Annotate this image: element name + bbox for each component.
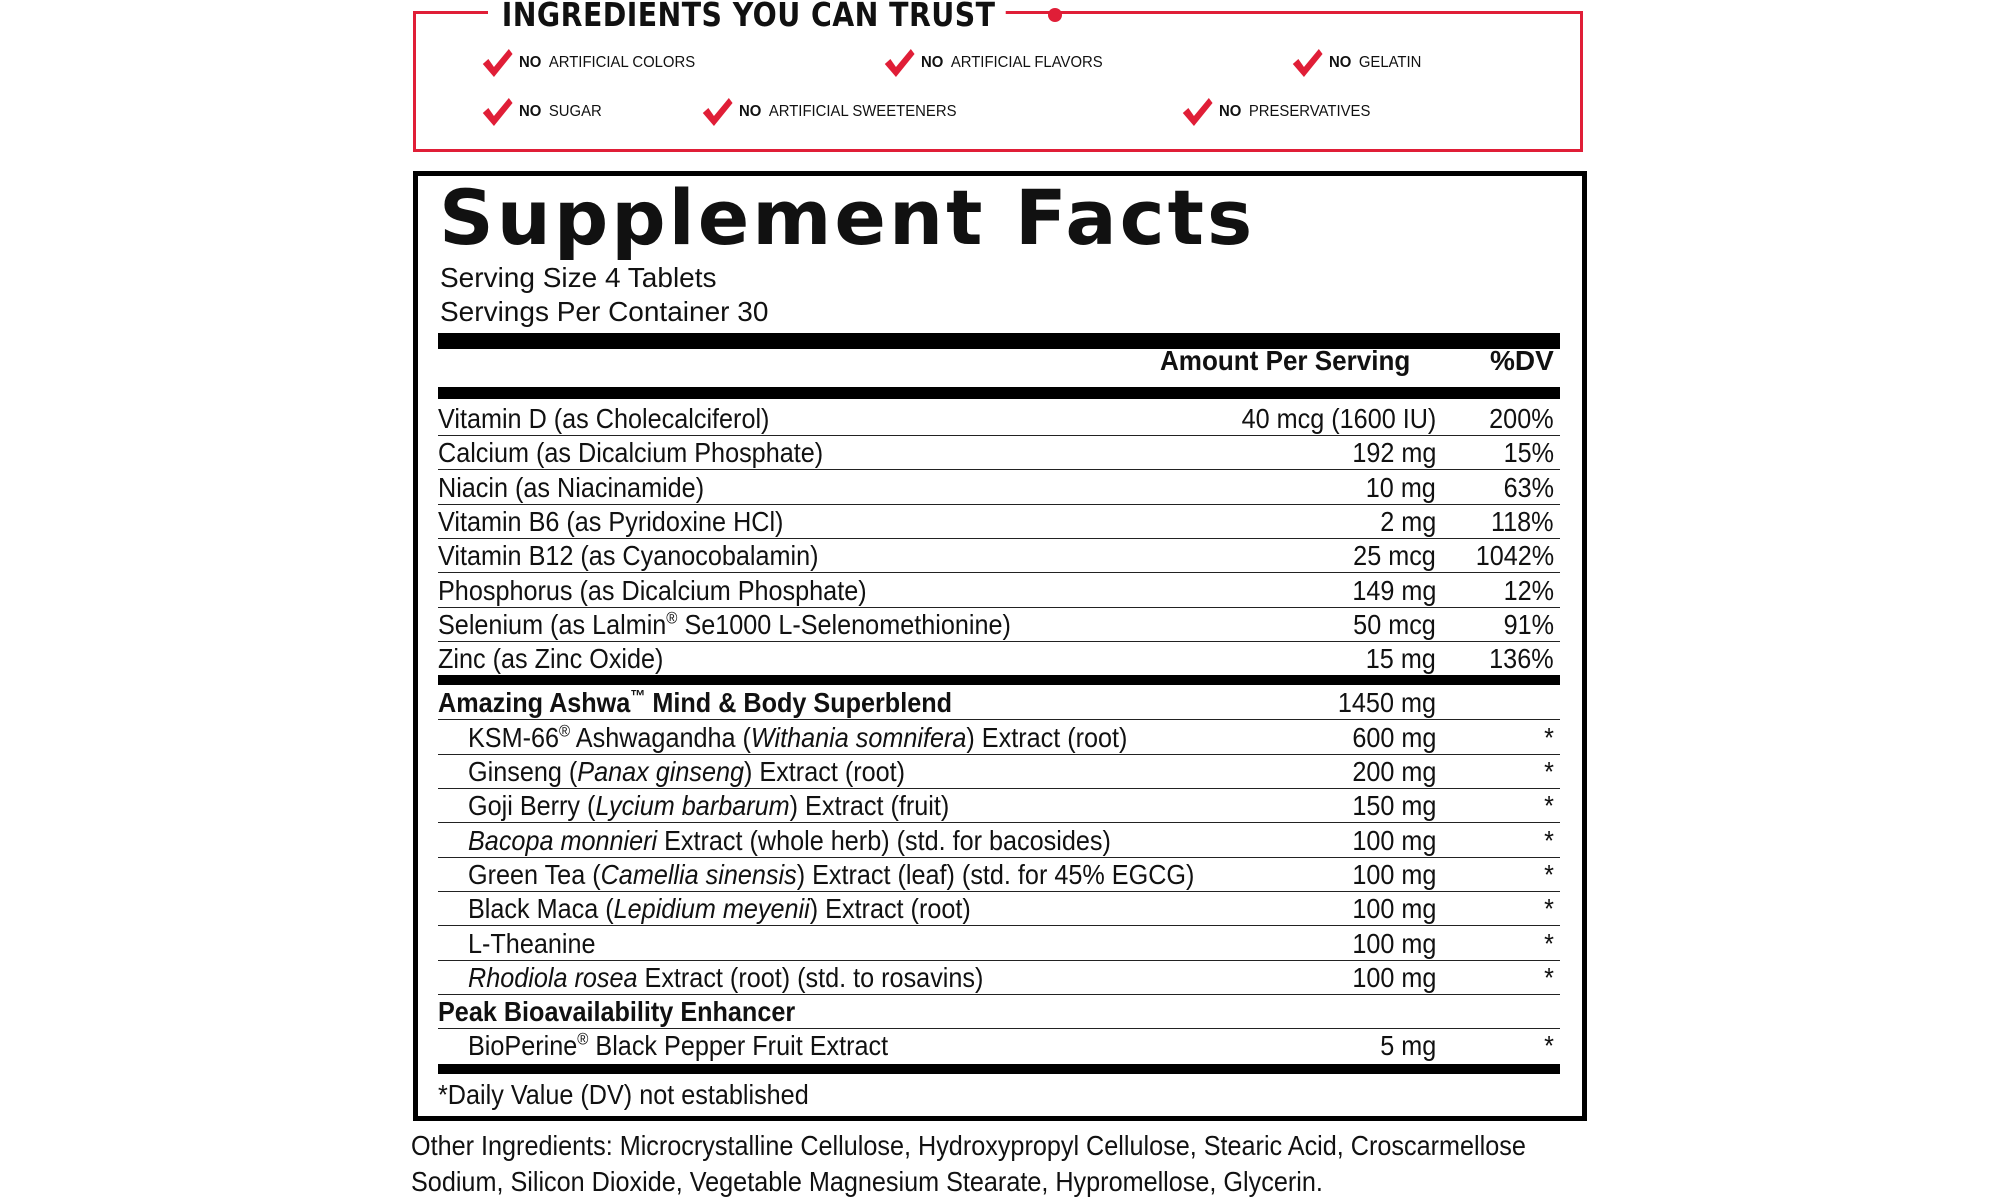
ingredient-dv: 118% [1491, 505, 1554, 537]
claim-no: NO [739, 103, 762, 120]
ingredient-dv: * [1544, 858, 1554, 890]
vitamin-row [438, 574, 1560, 608]
claim-no: NO [1219, 103, 1242, 120]
latin-name: Lepidium meyenii [613, 893, 810, 925]
ingredient-name: BioPerine® Black Pepper Fruit Extract [468, 1030, 889, 1062]
servings-per-container: Servings Per Container 30 [440, 296, 769, 327]
enhancer-item-row [438, 1029, 1560, 1063]
ingredient-amount: 15 mg [1365, 643, 1436, 675]
claim-text: SUGAR [548, 103, 602, 120]
ingredient-name: Green Tea (Camellia sinensis) Extract (leaf) (std. for 45% EGCG) [468, 858, 1195, 890]
vitamin-row [438, 505, 1560, 539]
blend-item-row [438, 961, 1560, 995]
checkmark-icon [480, 46, 513, 80]
ingredient-amount: 50 mcg [1353, 608, 1436, 640]
ingredient-dv: 63% [1503, 471, 1554, 503]
trust-claim [1290, 46, 1421, 80]
checkmark-icon [480, 95, 513, 129]
other-ingredients-line-2: Sodium, Silicon Dioxide, Vegetable Magnesium Stearate, Hypromellose, Glycerin. [411, 1166, 1323, 1197]
ingredient-dv: 136% [1489, 643, 1554, 675]
claim-text: PRESERVATIVES [1248, 103, 1371, 120]
trust-claim [700, 95, 957, 129]
ingredient-amount: 150 mg [1351, 790, 1436, 822]
dv-header: %DV [1490, 345, 1554, 376]
trust-claim [480, 95, 602, 129]
ingredient-amount: 149 mg [1351, 574, 1436, 606]
registered-mark: ® [666, 608, 678, 628]
ingredient-name: Amazing Ashwa™ Mind & Body Superblend [438, 687, 953, 719]
ingredient-name: Vitamin D (as Cholecalciferol) [438, 403, 770, 434]
trust-claim [480, 46, 695, 80]
claim-text: ARTIFICIAL SWEETENERS [768, 103, 957, 120]
blend-row [438, 686, 1560, 720]
trust-title: INGREDIENTS YOU CAN TRUST [488, 0, 1006, 36]
checkmark-icon [1290, 46, 1323, 80]
vitamin-row [438, 642, 1560, 676]
ingredient-name: Bacopa monnieri Extract (whole herb) (std. for bacosides) [468, 824, 1111, 856]
blend-item-row [438, 824, 1560, 858]
ingredient-name: Peak Bioavailability Enhancer [438, 996, 796, 1028]
ingredient-amount: 100 mg [1351, 961, 1436, 993]
checkmark-icon [700, 95, 733, 129]
ingredient-amount: 1450 mg [1337, 687, 1436, 719]
ingredient-amount: 40 mcg (1600 IU) [1241, 403, 1436, 434]
latin-name: Panax ginseng [577, 756, 745, 787]
trust-claim [882, 46, 1103, 80]
vitamin-row [438, 436, 1560, 470]
serving-size: Serving Size 4 Tablets [440, 262, 717, 293]
ingredient-name: Rhodiola rosea Extract (root) (std. to rosavins) [468, 961, 984, 993]
supplement-facts-title: Supplement Facts [439, 173, 1256, 262]
ingredient-amount: 10 mg [1365, 471, 1436, 503]
ingredient-amount: 600 mg [1351, 721, 1436, 753]
registered-mark: ® [559, 721, 571, 741]
ingredient-amount: 100 mg [1351, 927, 1436, 959]
vitamin-row [438, 608, 1560, 642]
ingredient-dv: * [1544, 961, 1554, 993]
ingredient-name: Goji Berry (Lycium barbarum) Extract (fruit) [468, 790, 950, 822]
claim-no: NO [921, 54, 944, 71]
ingredient-amount: 100 mg [1351, 858, 1436, 890]
ingredient-name: L-Theanine [468, 927, 596, 959]
ingredient-amount: 200 mg [1351, 756, 1436, 787]
claim-text: ARTIFICIAL COLORS [548, 54, 696, 71]
vitamin-row [438, 539, 1560, 573]
latin-name: Rhodiola rosea [468, 961, 638, 993]
ingredient-dv: 12% [1503, 574, 1554, 606]
claim-no: NO [1329, 54, 1352, 71]
ingredient-dv: * [1544, 893, 1554, 925]
blend-item-row [438, 892, 1560, 926]
blend-item-row [438, 721, 1560, 755]
trademark-mark: ™ [630, 687, 646, 707]
blend-item-row [438, 858, 1560, 892]
bottom-divider [438, 1064, 1560, 1074]
ingredient-dv: * [1544, 1030, 1554, 1062]
blend-item-row [438, 755, 1560, 789]
claim-no: NO [519, 54, 542, 71]
vitamin-row [438, 402, 1560, 436]
claim-no: NO [519, 103, 542, 120]
ingredient-name: Vitamin B12 (as Cyanocobalamin) [438, 540, 819, 572]
header-divider [438, 387, 1560, 399]
checkmark-icon [1180, 95, 1213, 129]
ingredient-dv: * [1544, 927, 1554, 959]
ingredient-dv: 91% [1503, 608, 1554, 640]
blend-divider [438, 675, 1560, 685]
trust-claim [1180, 95, 1370, 129]
ingredient-dv: * [1544, 790, 1554, 822]
ingredient-name: KSM-66® Ashwagandha (Withania somnifera) Extract (root) [468, 721, 1128, 753]
ingredient-dv: 1042% [1475, 540, 1554, 572]
other-ingredients [411, 1128, 1611, 1200]
ingredient-dv: * [1544, 721, 1554, 753]
ingredient-name: Black Maca (Lepidium meyenii) Extract (root) [468, 893, 971, 925]
ingredient-name: Calcium (as Dicalcium Phosphate) [438, 437, 824, 469]
latin-name: Withania somnifera [750, 721, 967, 753]
ingredient-amount: 25 mcg [1353, 540, 1436, 572]
ingredient-dv: * [1544, 824, 1554, 856]
ingredient-amount: 100 mg [1351, 893, 1436, 925]
claim-text: ARTIFICIAL FLAVORS [950, 54, 1103, 71]
enhancer-title-row [438, 995, 1560, 1029]
trust-dot [1048, 8, 1062, 22]
ingredient-dv: * [1544, 756, 1554, 787]
ingredient-amount: 2 mg [1379, 505, 1436, 537]
ingredient-name: Niacin (as Niacinamide) [438, 471, 705, 503]
latin-name: Lycium barbarum [595, 790, 790, 822]
dv-footnote: *Daily Value (DV) not established [438, 1079, 809, 1110]
registered-mark: ® [577, 1030, 589, 1050]
ingredient-amount: 5 mg [1379, 1030, 1436, 1062]
ingredient-dv: 15% [1503, 437, 1554, 469]
ingredient-name: Ginseng (Panax ginseng) Extract (root) [468, 756, 906, 787]
ingredient-name: Zinc (as Zinc Oxide) [438, 643, 664, 675]
other-ingredients-line-1: Other Ingredients: Microcrystalline Cellulose, Hydroxypropyl Cellulose, Stearic Acid, Croscarmellose [411, 1130, 1526, 1161]
blend-item-row [438, 927, 1560, 961]
latin-name: Bacopa monnieri [468, 824, 658, 856]
ingredient-name: Vitamin B6 (as Pyridoxine HCl) [438, 505, 784, 537]
claim-text: GELATIN [1358, 54, 1422, 71]
latin-name: Camellia sinensis [600, 858, 797, 890]
ingredient-amount: 192 mg [1351, 437, 1436, 469]
ingredient-dv: 200% [1489, 403, 1554, 434]
amount-per-serving-header: Amount Per Serving [1160, 345, 1411, 376]
ingredient-name: Selenium (as Lalmin® Se1000 L-Selenomethionine) [438, 608, 1011, 640]
vitamin-row [438, 471, 1560, 505]
ingredient-name: Phosphorus (as Dicalcium Phosphate) [438, 574, 867, 606]
blend-item-row [438, 789, 1560, 823]
ingredient-amount: 100 mg [1351, 824, 1436, 856]
checkmark-icon [882, 46, 915, 80]
